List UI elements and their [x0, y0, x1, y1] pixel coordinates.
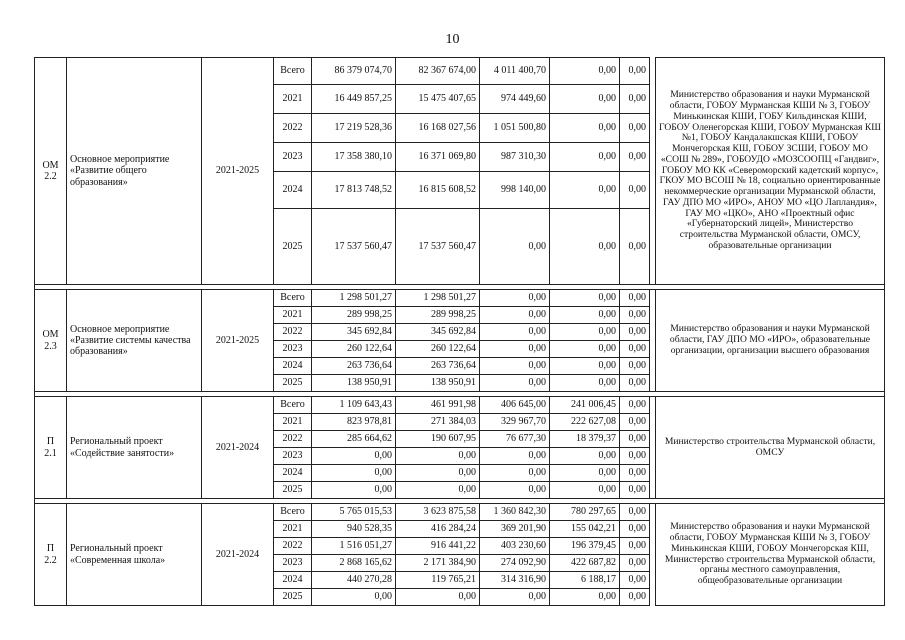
amount-cell: 76 677,30 — [480, 431, 550, 448]
table-body — [35, 58, 885, 606]
amount-cell: 16 449 857,25 — [312, 85, 396, 114]
amount-cell: 17 537 560,47 — [312, 209, 396, 285]
amount-cell: 403 230,60 — [480, 538, 550, 555]
year-cell: 2021 — [274, 307, 312, 324]
executor-cell: Министерство образования и науки Мурманской области, ГАУ ДПО МО «ИРО», образовательные организации, организации высшего образования — [656, 290, 885, 392]
amount-cell: 0,00 — [550, 172, 620, 209]
amount-cell: 0,00 — [396, 589, 480, 606]
amount-cell: 0,00 — [480, 209, 550, 285]
amount-cell: 263 736,64 — [312, 358, 396, 375]
amount-cell: 2 171 384,90 — [396, 555, 480, 572]
section-code: ОМ 2.2 — [35, 58, 67, 285]
table-row — [35, 504, 885, 521]
amount-cell: 0,00 — [312, 482, 396, 499]
amount-cell: 0,00 — [550, 307, 620, 324]
amount-cell: 0,00 — [312, 448, 396, 465]
executor-cell: Министерство образования и науки Мурманской области, ГОБОУ Мурманская КШИ № 3, ГОБОУ Минькинская КШИ, ГОБУ Кильдинская КШИ, ГОБОУ Оленегорская КШИ, ГОБОУ Мурманская КШ №1, ГОБОУ Кандалакшская КШИ, ГОБОУ Мончегорская КШ, ГОБОУ ЗСШИ, ГОБОУ МО «СОШ № 289», ГОБОУДО «МОЗСООПЦ «Гандвиг», ГОБОУ МО КК «Североморский кадетский корпус», ГКОУ МО ВСОШ № 18, социально ориентированные некоммерческие организации Мурманской области, ГАУ ДПО МО «ИРО», АНОУ МО «ЦО Лапландия», ГАУ МО «ЦКО», АНО «Проектный офис «Губернаторский лицей», Министерство строительства Мурманской области, ОМСУ, образовательные организации — [656, 58, 885, 285]
year-cell: 2025 — [274, 375, 312, 392]
amount-cell: 0,00 — [620, 448, 650, 465]
amount-cell: 289 998,25 — [312, 307, 396, 324]
amount-cell: 0,00 — [620, 572, 650, 589]
amount-cell: 0,00 — [550, 114, 620, 143]
year-cell: Всего — [274, 397, 312, 414]
amount-cell: 0,00 — [620, 521, 650, 538]
amount-cell: 345 692,84 — [396, 324, 480, 341]
amount-cell: 0,00 — [620, 172, 650, 209]
year-cell: Всего — [274, 58, 312, 85]
section-period: 2021-2024 — [202, 504, 274, 606]
amount-cell: 1 051 500,80 — [480, 114, 550, 143]
amount-cell: 0,00 — [550, 358, 620, 375]
amount-cell: 0,00 — [620, 341, 650, 358]
amount-cell: 780 297,65 — [550, 504, 620, 521]
section-period: 2021-2025 — [202, 290, 274, 392]
amount-cell: 0,00 — [480, 375, 550, 392]
amount-cell: 416 284,24 — [396, 521, 480, 538]
amount-cell: 0,00 — [620, 414, 650, 431]
amount-cell: 0,00 — [620, 504, 650, 521]
section-period: 2021-2025 — [202, 58, 274, 285]
amount-cell: 3 623 875,58 — [396, 504, 480, 521]
year-cell: 2022 — [274, 538, 312, 555]
amount-cell: 0,00 — [550, 482, 620, 499]
amount-cell: 0,00 — [620, 324, 650, 341]
amount-cell: 0,00 — [480, 589, 550, 606]
amount-cell: 0,00 — [620, 358, 650, 375]
amount-cell: 17 537 560,47 — [396, 209, 480, 285]
amount-cell: 0,00 — [550, 324, 620, 341]
amount-cell: 0,00 — [620, 431, 650, 448]
section-name: Основное мероприятие «Развитие системы качества образования» — [67, 290, 202, 392]
amount-cell: 461 991,98 — [396, 397, 480, 414]
amount-cell: 222 627,08 — [550, 414, 620, 431]
amount-cell: 0,00 — [550, 58, 620, 85]
amount-cell: 1 516 051,27 — [312, 538, 396, 555]
amount-cell: 0,00 — [480, 465, 550, 482]
year-cell: 2022 — [274, 114, 312, 143]
amount-cell: 0,00 — [620, 375, 650, 392]
amount-cell: 86 379 074,70 — [312, 58, 396, 85]
section-name: Основное мероприятие «Развитие общего образования» — [67, 58, 202, 285]
amount-cell: 0,00 — [480, 341, 550, 358]
amount-cell: 0,00 — [550, 375, 620, 392]
amount-cell: 0,00 — [480, 448, 550, 465]
amount-cell: 17 358 380,10 — [312, 143, 396, 172]
amount-cell: 1 360 842,30 — [480, 504, 550, 521]
amount-cell: 0,00 — [620, 58, 650, 85]
amount-cell: 0,00 — [480, 482, 550, 499]
amount-cell: 0,00 — [550, 143, 620, 172]
amount-cell: 138 950,91 — [396, 375, 480, 392]
amount-cell: 0,00 — [396, 482, 480, 499]
amount-cell: 260 122,64 — [396, 341, 480, 358]
amount-cell: 1 109 643,43 — [312, 397, 396, 414]
year-cell: 2021 — [274, 414, 312, 431]
executor-cell: Министерство строительства Мурманской области, ОМСУ — [656, 397, 885, 499]
amount-cell: 0,00 — [312, 465, 396, 482]
year-cell: 2024 — [274, 465, 312, 482]
amount-cell: 196 379,45 — [550, 538, 620, 555]
amount-cell: 0,00 — [312, 589, 396, 606]
amount-cell: 16 371 069,80 — [396, 143, 480, 172]
year-cell: 2023 — [274, 448, 312, 465]
table-row — [35, 290, 885, 307]
amount-cell: 82 367 674,00 — [396, 58, 480, 85]
amount-cell: 18 379,37 — [550, 431, 620, 448]
amount-cell: 329 967,70 — [480, 414, 550, 431]
amount-cell: 2 868 165,62 — [312, 555, 396, 572]
amount-cell: 1 298 501,27 — [312, 290, 396, 307]
amount-cell: 0,00 — [620, 85, 650, 114]
amount-cell: 345 692,84 — [312, 324, 396, 341]
section-name: Региональный проект «Современная школа» — [67, 504, 202, 606]
amount-cell: 0,00 — [550, 209, 620, 285]
page-number: 10 — [445, 32, 460, 47]
amount-cell: 1 298 501,27 — [396, 290, 480, 307]
amount-cell: 0,00 — [620, 209, 650, 285]
section-code: П 2.1 — [35, 397, 67, 499]
year-cell: 2022 — [274, 324, 312, 341]
amount-cell: 15 475 407,65 — [396, 85, 480, 114]
executor-cell: Министерство образования и науки Мурманской области, ГОБОУ Мурманская КШИ № 3, ГОБОУ Минькинская КШИ, ГОБОУ Мончегорская КШ, Министерство строительства Мурманской области, органы местного самоуправления, общеобразовательные организации — [656, 504, 885, 606]
amount-cell: 0,00 — [620, 290, 650, 307]
amount-cell: 0,00 — [620, 465, 650, 482]
year-cell: 2025 — [274, 482, 312, 499]
amount-cell: 4 011 400,70 — [480, 58, 550, 85]
amount-cell: 138 950,91 — [312, 375, 396, 392]
section-code: ОМ 2.3 — [35, 290, 67, 392]
amount-cell: 17 219 528,36 — [312, 114, 396, 143]
amount-cell: 940 528,35 — [312, 521, 396, 538]
amount-cell: 440 270,28 — [312, 572, 396, 589]
amount-cell: 0,00 — [480, 324, 550, 341]
table-row — [35, 58, 885, 85]
amount-cell: 369 201,90 — [480, 521, 550, 538]
section-name: Региональный проект «Содействие занятости» — [67, 397, 202, 499]
amount-cell: 916 441,22 — [396, 538, 480, 555]
funding-table — [34, 57, 885, 606]
year-cell: 2023 — [274, 555, 312, 572]
amount-cell: 987 310,30 — [480, 143, 550, 172]
amount-cell: 241 006,45 — [550, 397, 620, 414]
amount-cell: 17 813 748,52 — [312, 172, 396, 209]
year-cell: Всего — [274, 290, 312, 307]
amount-cell: 0,00 — [550, 465, 620, 482]
year-cell: 2024 — [274, 172, 312, 209]
amount-cell: 0,00 — [480, 307, 550, 324]
table-row — [35, 397, 885, 414]
amount-cell: 263 736,64 — [396, 358, 480, 375]
amount-cell: 314 316,90 — [480, 572, 550, 589]
amount-cell: 823 978,81 — [312, 414, 396, 431]
section-code: П 2.2 — [35, 504, 67, 606]
year-cell: 2022 — [274, 431, 312, 448]
year-cell: Всего — [274, 504, 312, 521]
year-cell: 2025 — [274, 589, 312, 606]
amount-cell: 0,00 — [550, 341, 620, 358]
year-cell: 2023 — [274, 341, 312, 358]
amount-cell: 0,00 — [550, 85, 620, 114]
amount-cell: 274 092,90 — [480, 555, 550, 572]
amount-cell: 0,00 — [396, 465, 480, 482]
amount-cell: 0,00 — [620, 589, 650, 606]
amount-cell: 0,00 — [620, 114, 650, 143]
year-cell: 2021 — [274, 85, 312, 114]
amount-cell: 998 140,00 — [480, 172, 550, 209]
amount-cell: 0,00 — [620, 538, 650, 555]
amount-cell: 289 998,25 — [396, 307, 480, 324]
amount-cell: 16 815 608,52 — [396, 172, 480, 209]
amount-cell: 0,00 — [620, 143, 650, 172]
amount-cell: 119 765,21 — [396, 572, 480, 589]
amount-cell: 271 384,03 — [396, 414, 480, 431]
year-cell: 2024 — [274, 358, 312, 375]
amount-cell: 0,00 — [396, 448, 480, 465]
amount-cell: 5 765 015,53 — [312, 504, 396, 521]
amount-cell: 0,00 — [550, 589, 620, 606]
amount-cell: 0,00 — [620, 482, 650, 499]
year-cell: 2024 — [274, 572, 312, 589]
amount-cell: 0,00 — [550, 290, 620, 307]
amount-cell: 974 449,60 — [480, 85, 550, 114]
amount-cell: 422 687,82 — [550, 555, 620, 572]
amount-cell: 16 168 027,56 — [396, 114, 480, 143]
amount-cell: 406 645,00 — [480, 397, 550, 414]
amount-cell: 0,00 — [620, 397, 650, 414]
year-cell: 2023 — [274, 143, 312, 172]
year-cell: 2025 — [274, 209, 312, 285]
amount-cell: 260 122,64 — [312, 341, 396, 358]
amount-cell: 0,00 — [550, 448, 620, 465]
amount-cell: 0,00 — [620, 307, 650, 324]
amount-cell: 0,00 — [620, 555, 650, 572]
amount-cell: 190 607,95 — [396, 431, 480, 448]
amount-cell: 6 188,17 — [550, 572, 620, 589]
amount-cell: 285 664,62 — [312, 431, 396, 448]
section-period: 2021-2024 — [202, 397, 274, 499]
year-cell: 2021 — [274, 521, 312, 538]
amount-cell: 0,00 — [480, 358, 550, 375]
amount-cell: 155 042,21 — [550, 521, 620, 538]
amount-cell: 0,00 — [480, 290, 550, 307]
